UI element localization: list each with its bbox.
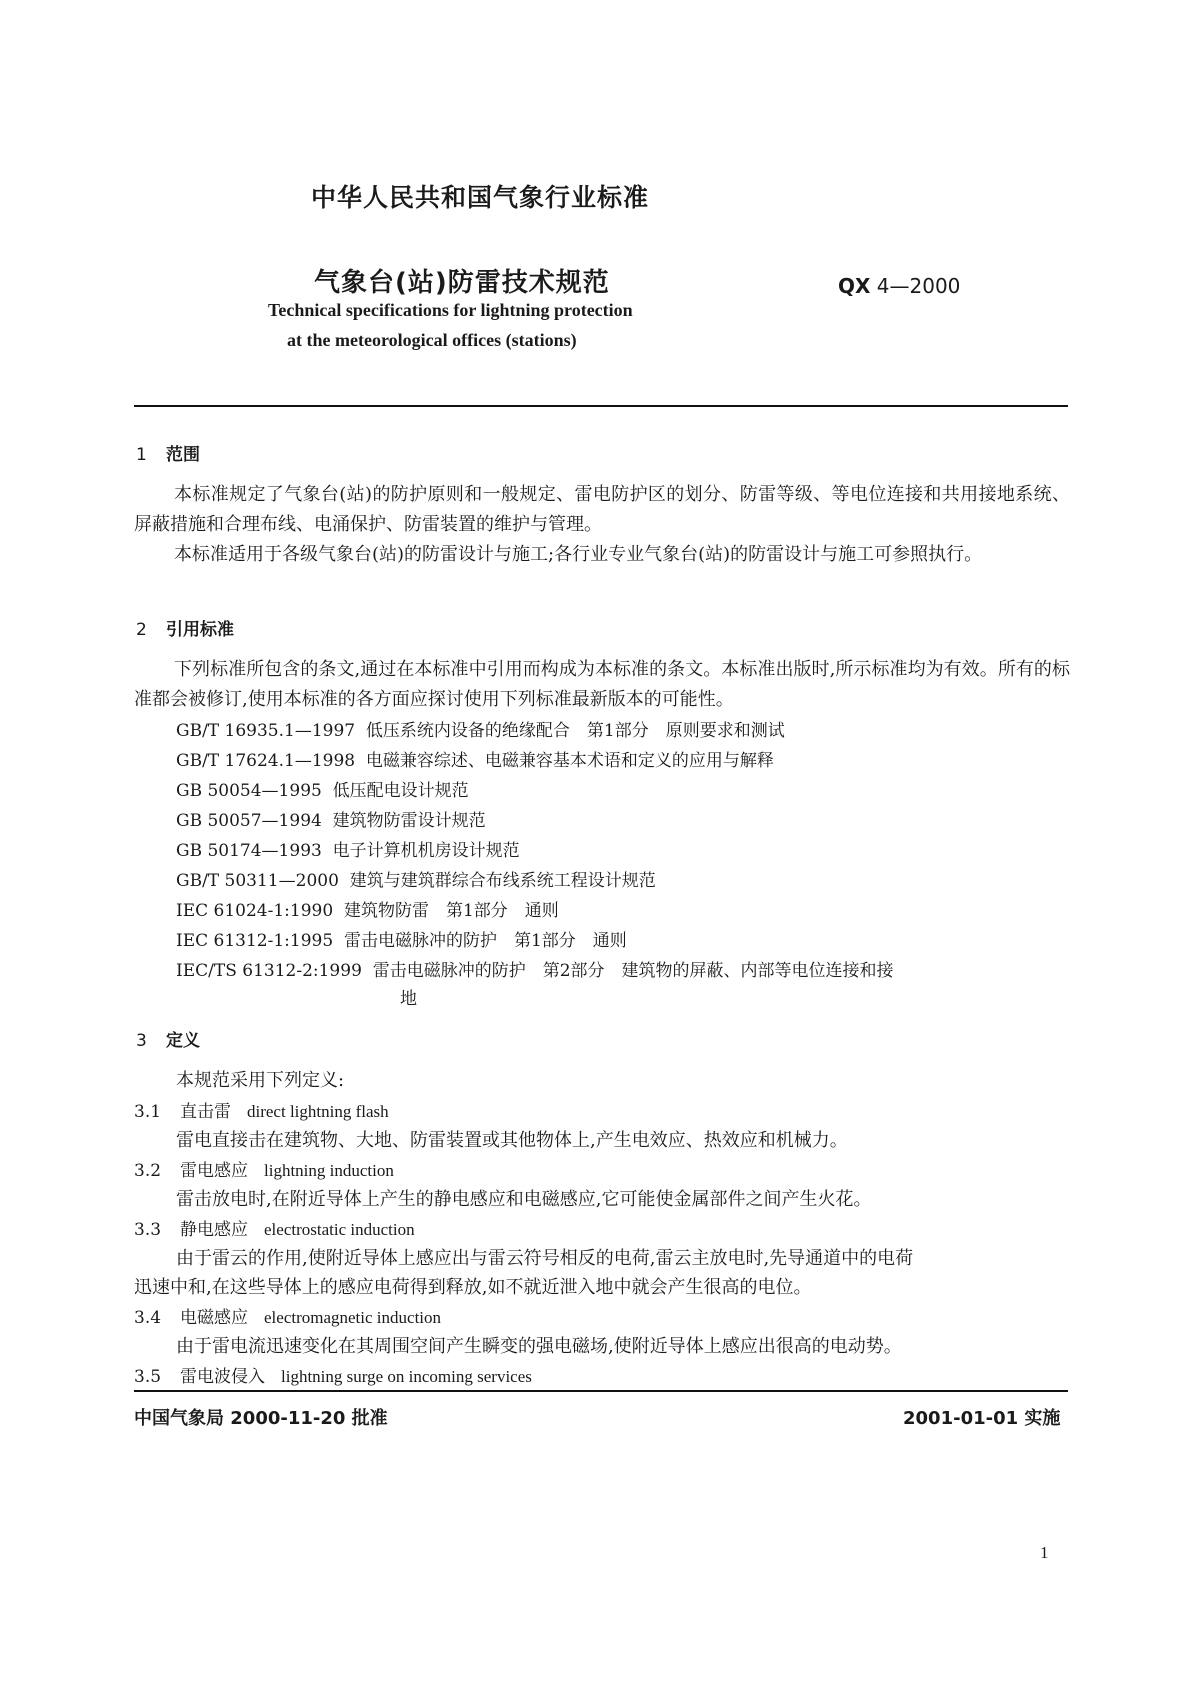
reference-title: 雷击电磁脉冲的防护 第2部分 建筑物的屏蔽、内部等电位连接和接 [372, 961, 894, 981]
reference-title-continued: 地 [400, 989, 417, 1009]
reference-code: GB/T 16935.1—1997 [176, 721, 356, 741]
reference-code: IEC 61312-1:1995 [176, 931, 334, 951]
reference-item [176, 806, 486, 831]
reference-code: GB/T 17624.1—1998 [176, 751, 356, 771]
reference-title: 电磁兼容综述、电磁兼容基本术语和定义的应用与解释 [365, 751, 774, 771]
reference-title: 雷击电磁脉冲的防护 第1部分 通则 [343, 931, 627, 951]
definition-term: 直击雷 [180, 1102, 231, 1122]
reference-item [176, 926, 627, 951]
reference-item [176, 836, 520, 861]
section-3-title: 定义 [166, 1031, 200, 1051]
reference-code: GB 50174—1993 [176, 841, 322, 861]
definition-text: 由于雷云的作用,使附近导体上感应出与雷云符号相反的电荷,雷云主放电时,先导通道中的电荷 [176, 1248, 914, 1269]
section-3-number: 3 [136, 1031, 147, 1051]
reference-code: GB/T 50311—2000 [176, 871, 339, 891]
definition-term-english: lightning surge on incoming services [281, 1367, 532, 1386]
section-1-title: 范围 [166, 445, 200, 465]
definition-term: 静电感应 [180, 1220, 248, 1240]
reference-item [176, 716, 785, 741]
header-divider [134, 405, 1068, 407]
section-1-number: 1 [136, 445, 147, 465]
standard-code [838, 274, 960, 298]
section-1-paragraph-2: 本标准适用于各级气象台(站)的防雷设计与施工;各行业专业气象台(站)的防雷设计与施工可参照执行。 [174, 544, 983, 565]
reference-item [176, 956, 894, 981]
definition-text: 由于雷电流迅速变化在其周围空间产生瞬变的强电磁场,使附近导体上感应出很高的电动势。 [176, 1336, 902, 1357]
definition-term-english: electrostatic induction [264, 1220, 415, 1239]
effective-date: 2001-01-01 实施 [903, 1408, 1061, 1429]
reference-title: 建筑物防雷设计规范 [332, 811, 486, 831]
section-3-intro: 本规范采用下列定义: [176, 1070, 345, 1091]
issuing-authority: 中华人民共和国气象行业标准 [311, 183, 650, 212]
document-title: 气象台(站)防雷技术规范 [314, 268, 610, 298]
section-1-paragraph-1: 本标准规定了气象台(站)的防护原则和一般规定、雷电防护区的划分、防雷等级、等电位连接和共用接地系统、屏蔽措施和合理布线、电涌保护、防雷装置的维护与管理。 [134, 484, 1070, 535]
standard-code-number: 4—2000 [876, 274, 961, 298]
english-title-line1: Technical specifications for lightning protection [268, 300, 633, 320]
reference-title: 建筑与建筑群综合布线系统工程设计规范 [349, 871, 656, 891]
definition-term: 雷电感应 [180, 1161, 248, 1181]
reference-title: 电子计算机机房设计规范 [332, 841, 520, 861]
reference-item [176, 746, 774, 771]
reference-title: 低压配电设计规范 [332, 781, 469, 801]
definition-number: 3.5 [134, 1367, 162, 1387]
reference-code: IEC 61024-1:1990 [176, 901, 334, 921]
definition-number: 3.1 [134, 1102, 162, 1122]
definition-term-english: direct lightning flash [247, 1102, 389, 1121]
definition-term: 雷电波侵入 [180, 1367, 265, 1387]
approval-date: 中国气象局 2000-11-20 批准 [134, 1408, 388, 1429]
definition-number: 3.3 [134, 1220, 162, 1240]
reference-item [176, 866, 656, 891]
section-2-intro: 下列标准所包含的条文,通过在本标准中引用而构成为本标准的条文。本标准出版时,所示标准均为有效。所有的标准都会被修订,使用本标准的各方面应探讨使用下列标准最新版本的可能性。 [134, 659, 1070, 710]
section-2-heading [136, 615, 234, 640]
definition-number: 3.4 [134, 1308, 162, 1328]
reference-title: 建筑物防雷 第1部分 通则 [343, 901, 559, 921]
definition-text: 雷击放电时,在附近导体上产生的静电感应和电磁感应,它可能使金属部件之间产生火花。 [176, 1189, 872, 1210]
definition-term-row [134, 1156, 394, 1181]
reference-item [176, 776, 469, 801]
definition-term-row [134, 1097, 389, 1122]
page-number: 1 [1040, 1543, 1049, 1562]
definition-number: 3.2 [134, 1161, 162, 1181]
definition-term-english: lightning induction [264, 1161, 394, 1180]
reference-code: IEC/TS 61312-2:1999 [176, 961, 362, 981]
reference-code: GB 50054—1995 [176, 781, 322, 801]
definition-term: 电磁感应 [180, 1308, 248, 1328]
definition-term-english: electromagnetic induction [264, 1308, 442, 1327]
english-title-line2: at the meteorological offices (stations) [287, 330, 577, 350]
reference-title: 低压系统内设备的绝缘配合 第1部分 原则要求和测试 [365, 721, 785, 741]
definition-term-row [134, 1303, 441, 1328]
section-1-heading [136, 440, 200, 465]
section-3-heading [136, 1026, 200, 1051]
reference-item [176, 896, 559, 921]
section-2-number: 2 [136, 620, 147, 640]
section-2-title: 引用标准 [166, 620, 234, 640]
footer-divider [134, 1390, 1068, 1392]
definition-text: 雷电直接击在建筑物、大地、防雷装置或其他物体上,产生电效应、热效应和机械力。 [176, 1130, 848, 1151]
standard-code-prefix: QX [838, 274, 871, 298]
definition-term-row [134, 1215, 415, 1240]
reference-code: GB 50057—1994 [176, 811, 322, 831]
definition-text-continued: 迅速中和,在这些导体上的感应电荷得到释放,如不就近泄入地中就会产生很高的电位。 [134, 1277, 812, 1298]
definition-term-row [134, 1362, 532, 1387]
